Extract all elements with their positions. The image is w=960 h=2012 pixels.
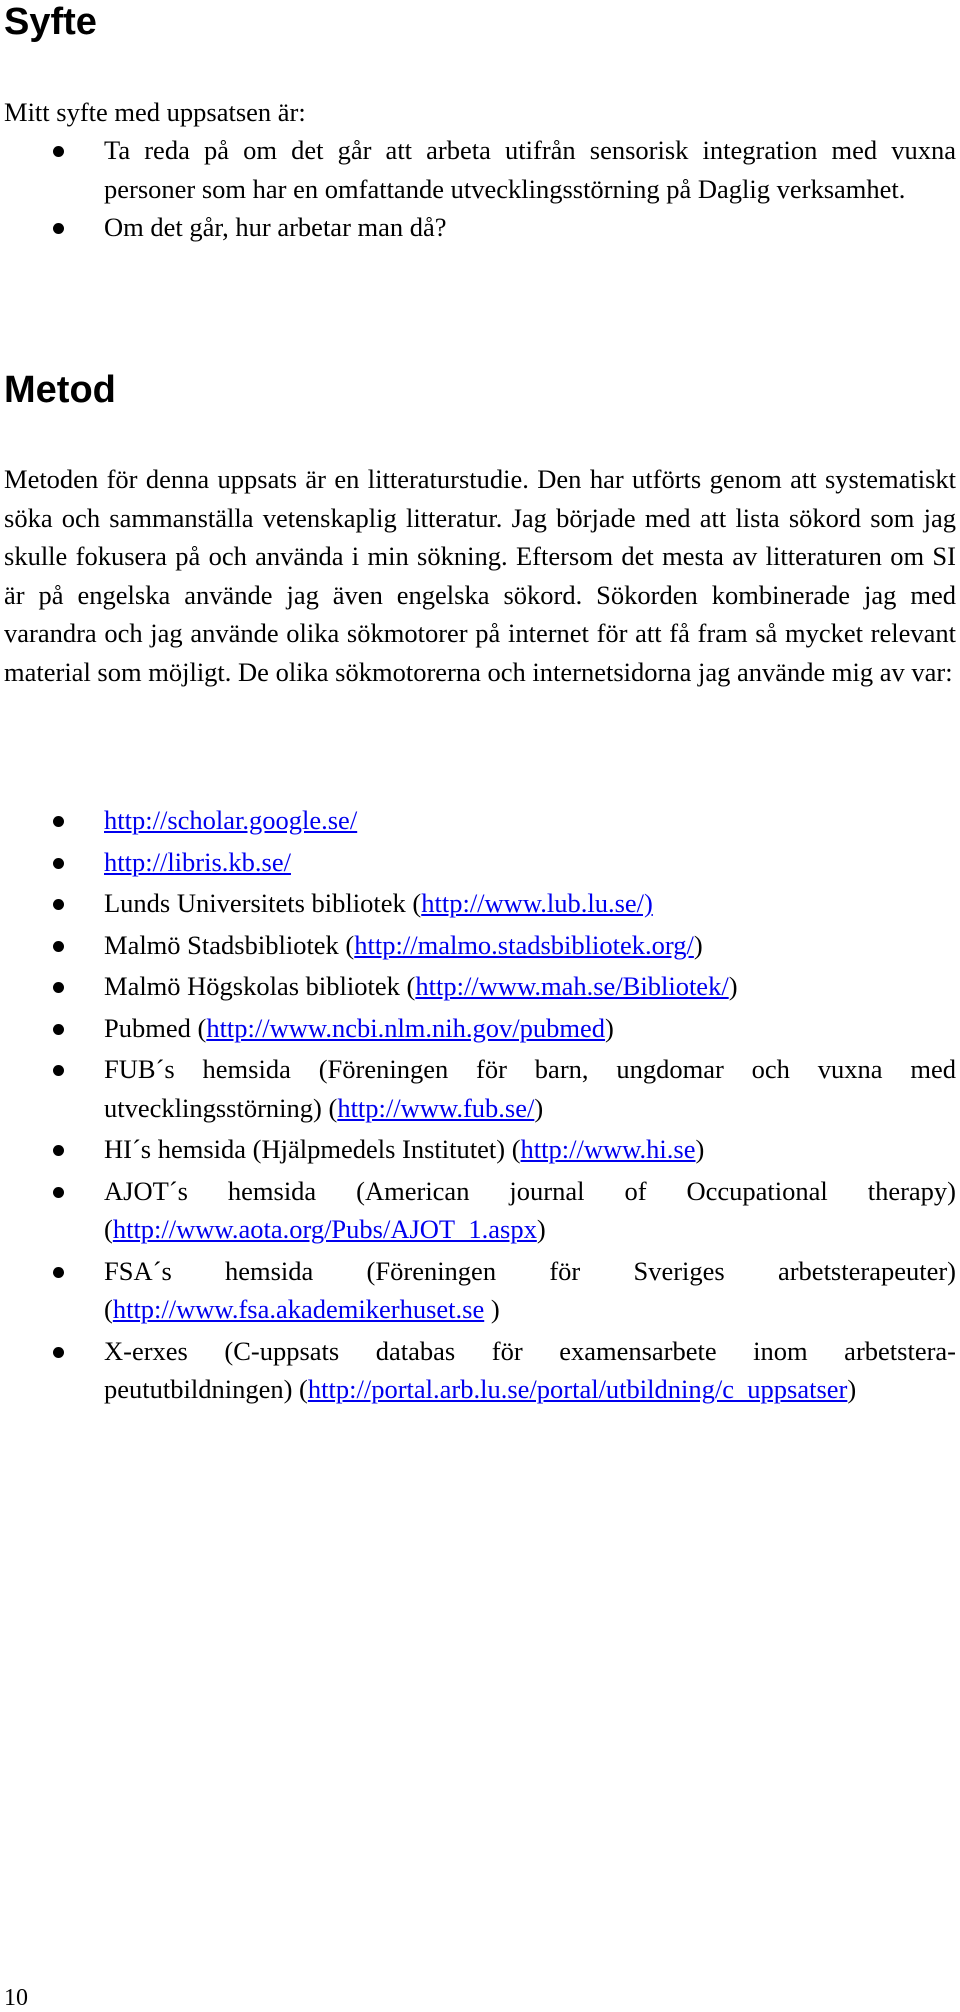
list-item-text: Om det går, hur arbetar man då? [104, 212, 447, 242]
metod-paragraph: Metoden för denna uppsats är en litteraturstudie. Den har utförts genom att systematiskt söka och sammanställa vetenskaplig litteratur. Jag började med att lista sökord som jag skulle fokusera på och använda i min sökning. Eftersom det mesta av litteraturen om SI är på engelska använde jag även engelska sökord. Sökorden kombinerade jag med varandra och jag använde olika sökmotorer på internet för att få fram så mycket relevant material som möjligt. De olika sökmotorerna och internetsidorna jag använde mig av var: [4, 464, 956, 687]
syfte-list [0, 131, 956, 247]
source-prefix: Malmö Högskolas bibliotek ( [104, 971, 416, 1001]
list-item-text: Ta reda på om det går att arbeta utifrån sensorisk integration med vuxna personer som har en omfattande utvecklingsstörning på Daglig verksamhet. [104, 135, 956, 204]
list-item-text [104, 801, 956, 840]
list-item-text [104, 843, 956, 882]
source-link-malmo-stadsbibliotek[interactable]: http://malmo.stadsbibliotek.org/ [354, 929, 694, 960]
list-item-text [104, 884, 956, 923]
source-prefix: FUB´s hemsida (Föreningen för barn, ungdomar och vuxna med utvecklingsstörning) ( [104, 1054, 956, 1123]
bullet-icon [53, 1267, 64, 1278]
list-item [0, 1172, 956, 1249]
source-link-fub[interactable]: http://www.fub.se/ [337, 1092, 535, 1123]
bullet-icon [53, 816, 64, 827]
source-link-ajot[interactable]: http://www.aota.org/Pubs/AJOT_1.aspx [112, 1214, 537, 1244]
bullet-icon [53, 223, 64, 234]
source-link-x-erxes[interactable]: http://portal.arb.lu.se/portal/utbildning/c_uppsatser [307, 1374, 848, 1404]
source-suffix: ) [536, 1214, 546, 1244]
bullet-icon [53, 1024, 64, 1035]
source-suffix: ) [728, 971, 738, 1001]
page-number: 10 [4, 1985, 28, 2011]
bullet-icon [53, 899, 64, 910]
source-suffix: ) [484, 1294, 500, 1324]
syfte-intro: Mitt syfte med uppsatsen är: [4, 97, 306, 127]
source-link-mah[interactable]: http://www.mah.se/Bibliotek/ [415, 971, 729, 1001]
source-prefix: HI´s hemsida (Hjälpmedels Institutet) ( [104, 1134, 521, 1164]
list-item [0, 926, 956, 965]
source-suffix: ) [605, 1012, 614, 1043]
source-prefix: Lunds Universitets bibliotek ( [104, 888, 422, 918]
list-item [0, 1332, 956, 1409]
list-item [0, 1252, 956, 1329]
source-prefix: AJOT´s hemsida (American journal of Occupational therapy) ( [104, 1175, 956, 1244]
list-item [0, 967, 956, 1006]
source-link-pubmed[interactable]: http://www.ncbi.nlm.nih.gov/pubmed [206, 1012, 606, 1043]
bullet-icon [53, 1065, 64, 1076]
bullet-icon [53, 858, 64, 869]
list-item-text [104, 967, 956, 1006]
source-link-scholar[interactable]: http://scholar.google.se/ [104, 805, 358, 835]
bullet-icon [53, 146, 64, 157]
list-item [0, 801, 956, 840]
bullet-icon [53, 941, 64, 952]
source-link-hi[interactable]: http://www.hi.se [520, 1134, 696, 1164]
list-item-text [104, 1009, 956, 1048]
section-heading-metod: Metod [4, 369, 116, 411]
source-suffix: ) [695, 1134, 705, 1164]
list-item [0, 1009, 956, 1048]
source-link-fsa[interactable]: http://www.fsa.akademikerhuset.se [112, 1294, 485, 1324]
bullet-icon [53, 1187, 64, 1198]
list-item [0, 208, 956, 247]
source-prefix: Pubmed ( [104, 1012, 207, 1043]
list-item-text [104, 1130, 956, 1169]
source-suffix: ) [693, 929, 703, 960]
list-item-text [104, 1050, 956, 1127]
source-list [0, 801, 956, 1412]
source-suffix: ) [534, 1092, 544, 1123]
bullet-icon [53, 1145, 64, 1156]
list-item-text [104, 1332, 956, 1409]
source-link-lub[interactable]: http://www.lub.lu.se/) [421, 888, 653, 918]
list-item [0, 131, 956, 208]
section-heading-syfte: Syfte [4, 1, 97, 43]
source-prefix: Malmö Stadsbibliotek ( [104, 929, 355, 960]
list-item [0, 1130, 956, 1169]
bullet-icon [53, 982, 64, 993]
source-suffix: ) [847, 1374, 857, 1404]
bullet-icon [53, 1347, 64, 1358]
list-item [0, 843, 956, 882]
list-item-text [104, 1252, 956, 1329]
list-item [0, 1050, 956, 1127]
source-prefix: FSA´s hemsida (Föreningen för Sveriges arbetsterapeuter) ( [104, 1255, 956, 1324]
list-item-text [104, 1172, 956, 1249]
list-item [0, 884, 956, 923]
source-prefix: X-erxes (C-uppsats databas för examensarbete inom arbetstera-peututbildningen) ( [104, 1335, 956, 1404]
source-link-libris[interactable]: http://libris.kb.se/ [104, 846, 291, 877]
list-item-text [104, 926, 956, 965]
